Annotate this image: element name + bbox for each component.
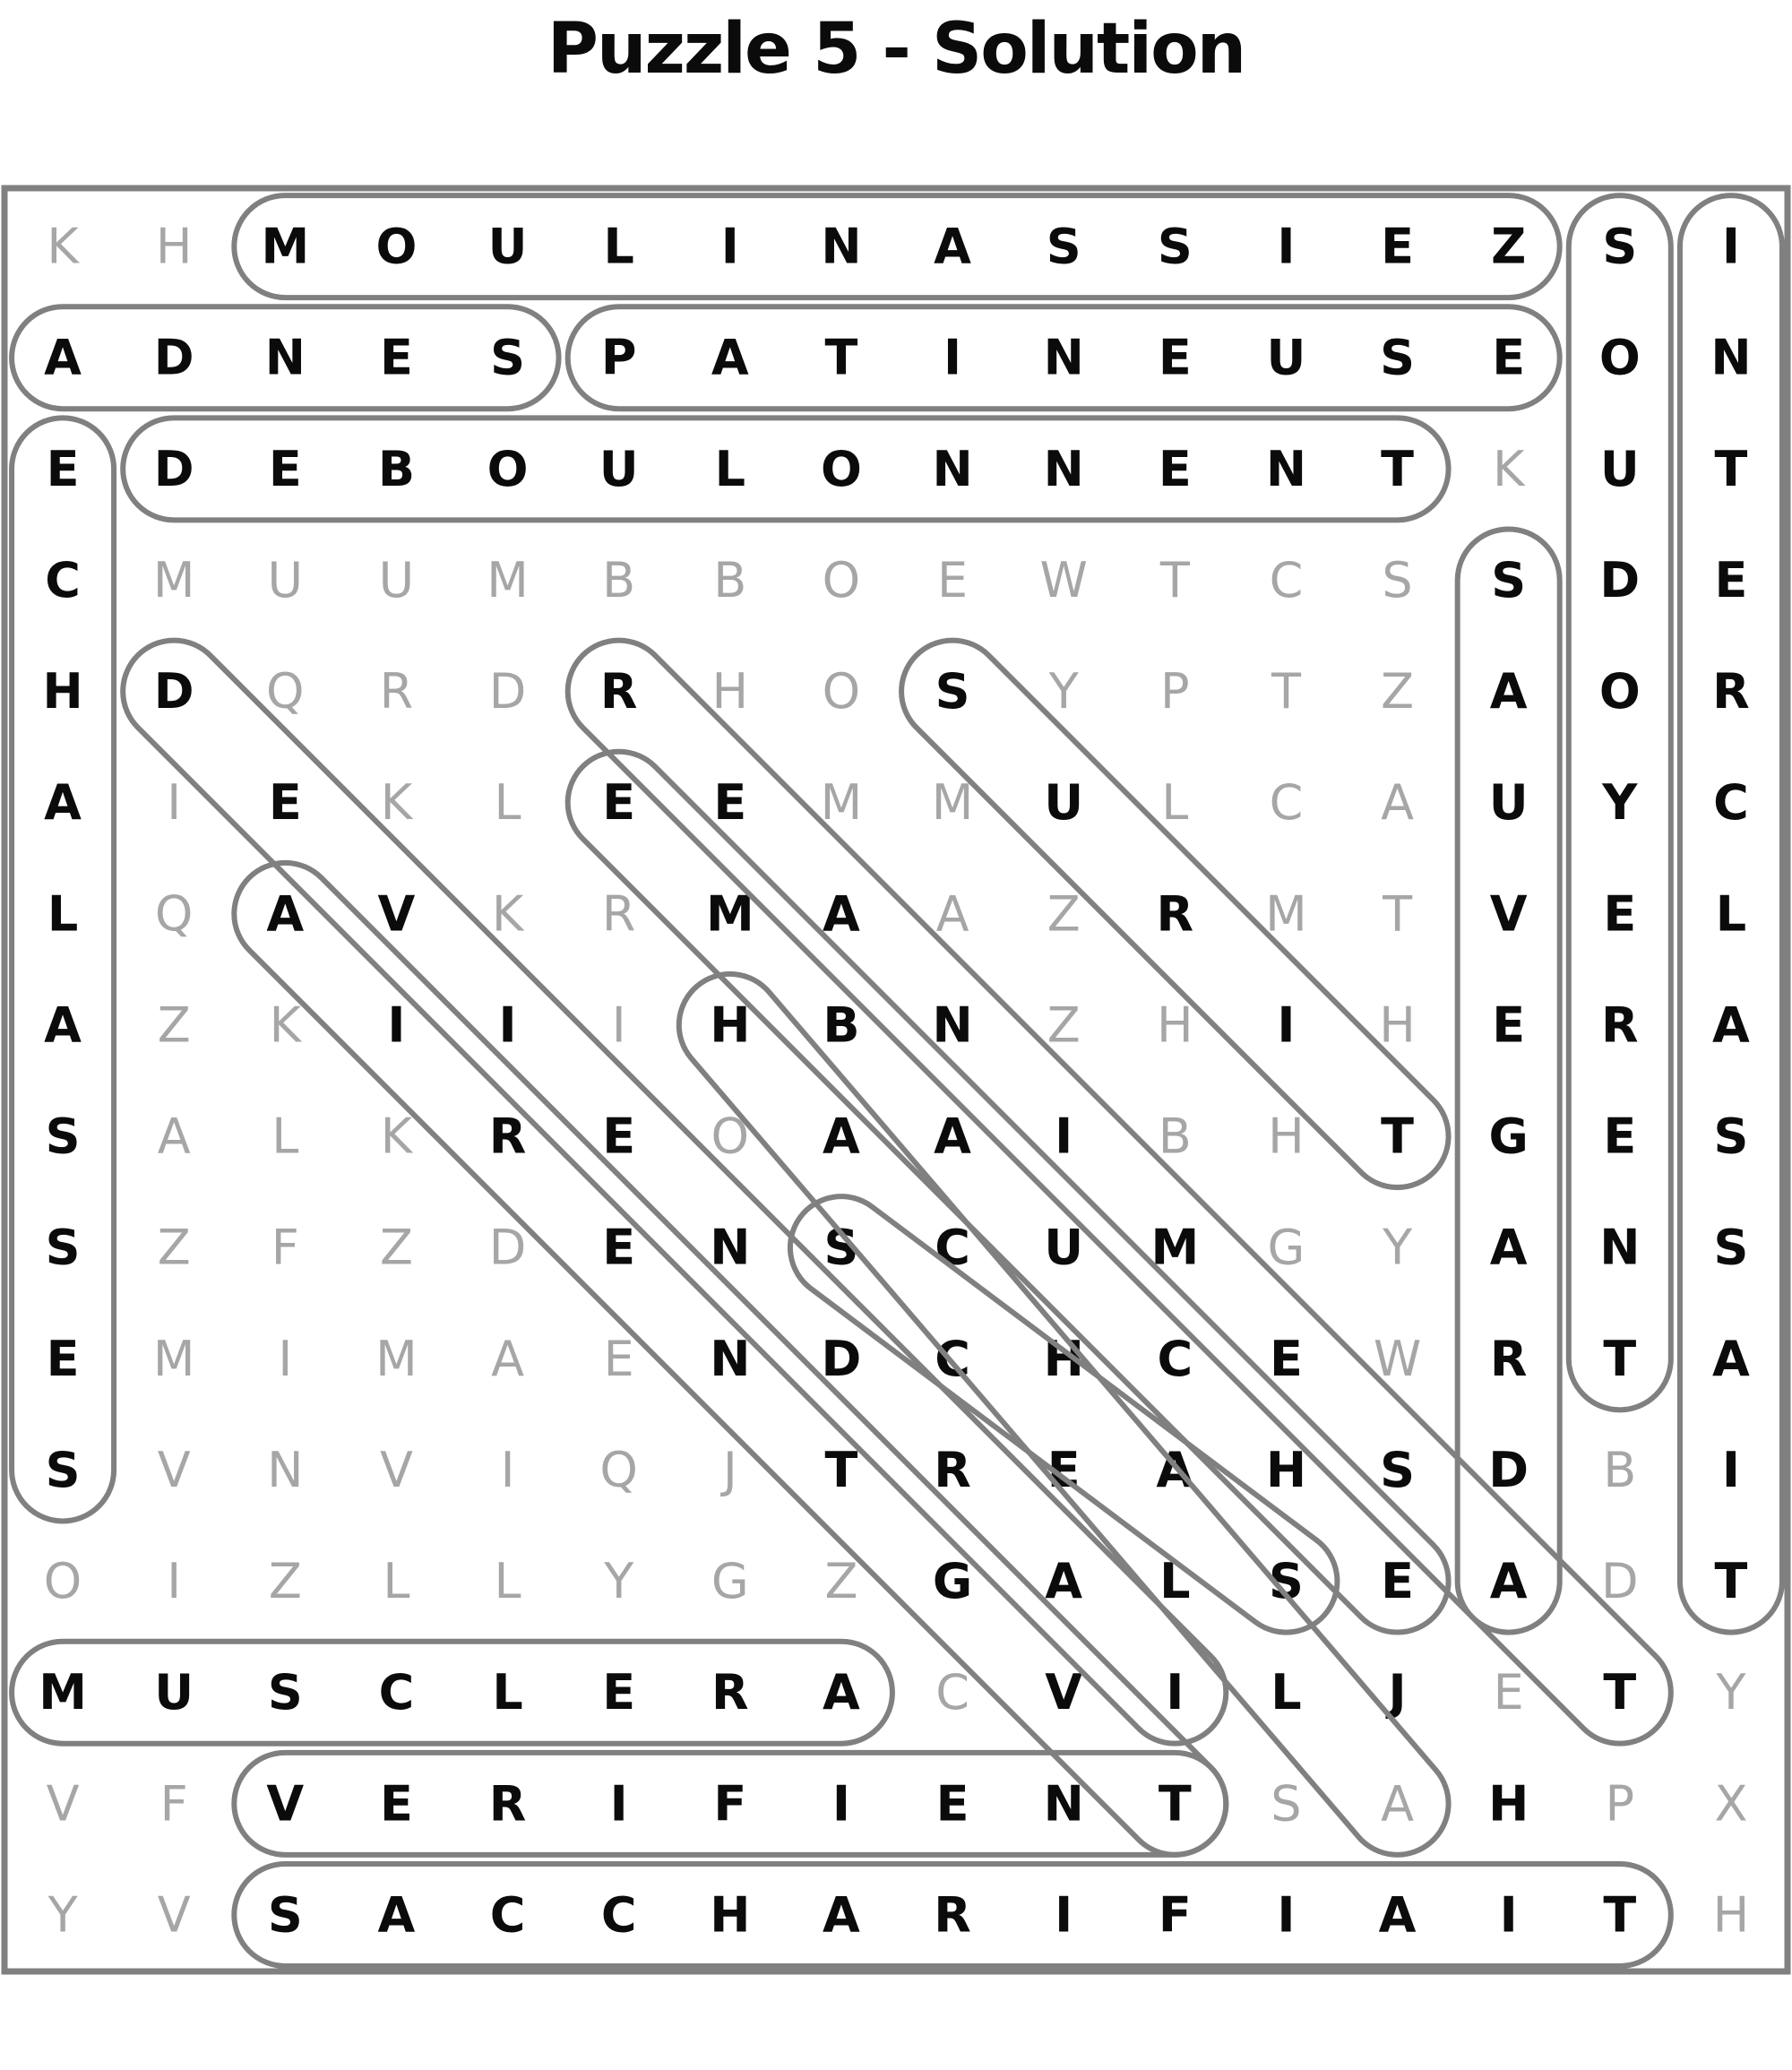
grid-letter: S — [1602, 218, 1638, 275]
grid-letter: R — [1601, 996, 1639, 1054]
grid-letter: U — [1266, 329, 1306, 386]
grid-letter: B — [1603, 1441, 1637, 1498]
grid-letter: R — [1156, 885, 1194, 943]
grid-letter: R — [601, 885, 636, 943]
grid-letter: T — [1383, 885, 1413, 943]
grid-letter: N — [1599, 1219, 1641, 1276]
grid-letter: R — [934, 1441, 971, 1498]
grid-letter: E — [602, 774, 636, 832]
grid-letter: C — [935, 1664, 969, 1721]
grid-letter: H — [155, 218, 193, 275]
grid-letter: Y — [604, 1553, 634, 1610]
grid-letter: S — [45, 1108, 81, 1165]
grid-letter: N — [710, 1330, 751, 1387]
grid-letter: S — [1268, 1553, 1304, 1610]
grid-letter: T — [1271, 663, 1301, 720]
grid-letter: I — [609, 1775, 628, 1833]
grid-letter: M — [1150, 1219, 1200, 1276]
grid-letter: L — [383, 1553, 410, 1610]
grid-letter: M — [705, 885, 754, 943]
grid-letter: A — [1489, 1219, 1528, 1276]
grid-letter: N — [264, 329, 306, 386]
grid-letter: R — [934, 1886, 971, 1944]
grid-letter: O — [820, 440, 862, 497]
grid-letter: H — [1379, 996, 1416, 1054]
grid-letter: B — [1158, 1108, 1192, 1165]
grid-letter: O — [822, 663, 861, 720]
grid-letter: I — [611, 996, 626, 1054]
grid-letter: H — [1157, 996, 1193, 1054]
grid-letter: A — [934, 1108, 971, 1165]
grid-letter: K — [380, 774, 413, 832]
grid-letter: Y — [1383, 1219, 1413, 1276]
grid-letter: V — [1489, 885, 1528, 943]
grid-letter: T — [1714, 1553, 1748, 1610]
grid-letter: E — [268, 774, 302, 832]
grid-letter: C — [1269, 774, 1304, 832]
grid-letter: Z — [1491, 218, 1527, 275]
grid-letter: A — [1378, 1886, 1417, 1944]
letter-grid — [39, 219, 1751, 1944]
grid-letter: Y — [1048, 663, 1079, 720]
grid-letter: W — [1039, 551, 1088, 608]
grid-letter: A — [823, 1886, 860, 1944]
grid-letter: T — [1381, 1108, 1414, 1165]
grid-letter: M — [261, 218, 310, 275]
grid-letter: C — [935, 1219, 970, 1276]
grid-letter: D — [153, 329, 194, 386]
grid-letter: I — [1166, 1664, 1185, 1721]
grid-letter: C — [935, 1330, 970, 1387]
grid-letter: E — [602, 1664, 636, 1721]
grid-letter: K — [47, 218, 79, 275]
grid-letter: A — [823, 885, 860, 943]
grid-letter: E — [1714, 551, 1748, 608]
grid-letter: Z — [268, 1553, 302, 1610]
grid-letter: I — [278, 1330, 293, 1387]
grid-letter: E — [1269, 1330, 1303, 1387]
grid-letter: I — [1721, 218, 1740, 275]
grid-letter: K — [491, 885, 524, 943]
grid-letter: I — [1055, 1886, 1073, 1944]
grid-letter: I — [387, 996, 406, 1054]
grid-letter: V — [377, 885, 416, 943]
grid-letter: T — [824, 329, 858, 386]
grid-letter: M — [375, 1330, 418, 1387]
grid-letter: A — [377, 1886, 416, 1944]
grid-letter: I — [167, 774, 182, 832]
grid-letter: S — [1382, 551, 1413, 608]
grid-letter: U — [267, 551, 304, 608]
grid-letter: F — [271, 1219, 299, 1276]
grid-letter: Y — [1716, 1664, 1746, 1721]
grid-letter: S — [1380, 1441, 1416, 1498]
grid-letter: I — [1277, 218, 1296, 275]
grid-letter: G — [932, 1553, 973, 1610]
grid-letter: N — [1043, 440, 1084, 497]
grid-letter: L — [714, 440, 746, 497]
grid-letter: I — [1499, 1886, 1518, 1944]
grid-letter: N — [1265, 440, 1307, 497]
grid-letter: R — [1489, 1330, 1528, 1387]
grid-letter: C — [489, 1886, 526, 1944]
grid-letter: M — [1265, 885, 1307, 943]
grid-letter: R — [488, 1108, 527, 1165]
grid-letter: M — [152, 551, 195, 608]
grid-letter: E — [1381, 1553, 1415, 1610]
grid-letter: W — [1373, 1330, 1422, 1387]
grid-letter: F — [1158, 1886, 1192, 1944]
grid-letter: D — [488, 663, 527, 720]
grid-letter: T — [1158, 1775, 1192, 1833]
grid-letter: M — [152, 1330, 195, 1387]
grid-letter: E — [1603, 1108, 1637, 1165]
grid-letter: E — [603, 1330, 634, 1387]
grid-letter: B — [713, 551, 747, 608]
grid-letter: E — [937, 551, 969, 608]
grid-letter: E — [1158, 440, 1192, 497]
grid-letter: N — [932, 440, 973, 497]
grid-letter: A — [823, 1664, 860, 1721]
grid-letter: R — [488, 1775, 527, 1833]
grid-letter: M — [931, 774, 974, 832]
grid-letter: Q — [599, 1441, 638, 1498]
grid-letter: T — [1381, 440, 1414, 497]
page-title: Puzzle 5 - Solution — [547, 9, 1245, 90]
grid-letter: O — [1598, 329, 1641, 386]
grid-letter: A — [1381, 774, 1415, 832]
grid-letter: U — [1044, 1219, 1084, 1276]
grid-letter: H — [1488, 1775, 1529, 1833]
grid-letter: H — [711, 663, 749, 720]
grid-letter: A — [935, 885, 969, 943]
grid-letter: J — [722, 1441, 737, 1498]
grid-letter: H — [710, 996, 751, 1054]
grid-letter: F — [713, 1775, 747, 1833]
grid-letter: Z — [157, 996, 191, 1054]
grid-letter: N — [1043, 329, 1084, 386]
grid-letter: B — [377, 440, 416, 497]
grid-letter: A — [1489, 1553, 1528, 1610]
grid-letter: G — [711, 1553, 749, 1610]
grid-letter: S — [490, 329, 526, 386]
grid-letter: A — [1381, 1775, 1415, 1833]
grid-letter: C — [45, 551, 81, 608]
grid-letter: S — [823, 1219, 859, 1276]
grid-letter: U — [599, 440, 639, 497]
grid-letter: Q — [266, 663, 305, 720]
grid-letter: V — [1045, 1664, 1083, 1721]
grid-letter: O — [1598, 663, 1641, 720]
grid-letter: N — [710, 1219, 751, 1276]
grid-letter: L — [494, 774, 521, 832]
grid-letter: Z — [1381, 663, 1415, 720]
grid-letter: T — [1603, 1886, 1637, 1944]
grid-letter: L — [603, 218, 634, 275]
grid-letter: S — [1157, 218, 1193, 275]
grid-letter: U — [1599, 440, 1640, 497]
grid-letter: G — [1267, 1219, 1305, 1276]
grid-letter: Z — [1047, 885, 1081, 943]
grid-letter: L — [494, 1553, 521, 1610]
grid-letter: E — [1492, 329, 1526, 386]
grid-letter: E — [46, 1330, 80, 1387]
grid-letter: V — [266, 1775, 305, 1833]
grid-letter: R — [379, 663, 414, 720]
grid-letter: A — [1712, 1330, 1750, 1387]
grid-letter: E — [1603, 885, 1637, 943]
grid-letter: T — [1603, 1664, 1637, 1721]
grid-letter: C — [1157, 1330, 1193, 1387]
grid-letter: A — [157, 1108, 191, 1165]
grid-letter: D — [1488, 1441, 1529, 1498]
grid-letter: P — [1605, 1775, 1635, 1833]
grid-letter: E — [1047, 1441, 1081, 1498]
grid-letter: M — [39, 1664, 87, 1721]
grid-letter: I — [167, 1553, 182, 1610]
word-outline — [12, 1642, 892, 1744]
grid-letter: L — [1715, 885, 1747, 943]
grid-letter: E — [1381, 218, 1415, 275]
word-outline — [123, 418, 1448, 520]
grid-letter: V — [157, 1441, 191, 1498]
grid-letter: Y — [47, 1886, 78, 1944]
grid-letter: B — [602, 551, 636, 608]
grid-letter: E — [713, 774, 747, 832]
grid-letter: L — [47, 885, 79, 943]
grid-letter: S — [1271, 1775, 1302, 1833]
grid-letter: N — [1043, 1775, 1084, 1833]
grid-letter: R — [1712, 663, 1750, 720]
grid-letter: I — [1277, 996, 1296, 1054]
grid-letter: V — [157, 1886, 191, 1944]
grid-letter: X — [1714, 1775, 1748, 1833]
grid-letter: H — [1712, 1886, 1750, 1944]
grid-letter: C — [1713, 774, 1749, 832]
grid-letter: S — [1380, 329, 1416, 386]
grid-letter: N — [932, 996, 973, 1054]
grid-letter: T — [1603, 1330, 1637, 1387]
grid-letter: D — [153, 440, 194, 497]
grid-letter: E — [379, 1775, 413, 1833]
grid-letter: C — [1269, 551, 1304, 608]
grid-letter: E — [268, 440, 302, 497]
grid-letter: S — [45, 1219, 81, 1276]
grid-letter: C — [378, 1664, 415, 1721]
grid-letter: D — [488, 1219, 527, 1276]
grid-letter: Y — [1602, 774, 1638, 832]
grid-letter: A — [44, 774, 82, 832]
grid-letter: G — [1488, 1108, 1529, 1165]
grid-letter: I — [500, 1441, 515, 1498]
grid-letter: Z — [379, 1219, 413, 1276]
grid-letter: K — [380, 1108, 413, 1165]
grid-letter: I — [1277, 1886, 1296, 1944]
grid-letter: I — [498, 996, 517, 1054]
grid-letter: R — [711, 1664, 749, 1721]
grid-letter: O — [487, 440, 529, 497]
grid-letter: U — [1488, 774, 1529, 832]
grid-letter: A — [1156, 1441, 1194, 1498]
grid-letter: B — [823, 996, 860, 1054]
grid-letter: N — [1710, 329, 1752, 386]
grid-letter: A — [1712, 996, 1750, 1054]
grid-letter: N — [267, 1441, 304, 1498]
grid-letter: U — [1044, 774, 1084, 832]
grid-letter: E — [935, 1775, 969, 1833]
grid-letter: K — [1492, 440, 1525, 497]
grid-letter: I — [943, 329, 962, 386]
grid-letter: E — [1492, 996, 1526, 1054]
grid-letter: D — [821, 1330, 862, 1387]
grid-letter: A — [934, 218, 971, 275]
grid-letter: L — [1159, 1553, 1191, 1610]
grid-letter: Z — [1047, 996, 1081, 1054]
grid-letter: U — [487, 218, 528, 275]
grid-letter: S — [45, 1441, 81, 1498]
grid-letter: F — [159, 1775, 188, 1833]
grid-letter: V — [379, 1441, 413, 1498]
grid-letter: T — [824, 1441, 858, 1498]
grid-letter: L — [492, 1664, 523, 1721]
grid-letter: P — [1160, 663, 1190, 720]
grid-letter: L — [1271, 1664, 1302, 1721]
grid-letter: H — [1043, 1330, 1084, 1387]
word-outline — [547, 730, 1469, 1653]
word-outline — [234, 195, 1559, 298]
grid-letter: E — [1493, 1664, 1524, 1721]
word-outline — [658, 953, 1469, 1876]
grid-letter: E — [379, 329, 413, 386]
grid-letter: O — [375, 218, 418, 275]
grid-letter: O — [711, 1108, 750, 1165]
grid-letter: M — [820, 774, 863, 832]
grid-letter: E — [602, 1108, 636, 1165]
grid-letter: S — [1713, 1219, 1749, 1276]
grid-letter: S — [1046, 218, 1081, 275]
grid-letter: E — [46, 440, 80, 497]
grid-letter: I — [831, 1775, 850, 1833]
grid-letter: A — [44, 329, 82, 386]
grid-letter: U — [154, 1664, 194, 1721]
grid-letter: A — [266, 885, 305, 943]
grid-letter: H — [1265, 1441, 1307, 1498]
grid-letter: S — [1491, 551, 1527, 608]
grid-letter: C — [600, 1886, 637, 1944]
grid-letter: A — [491, 1330, 525, 1387]
grid-letter: E — [602, 1219, 636, 1276]
grid-letter: P — [600, 329, 637, 386]
grid-letter: S — [1713, 1108, 1749, 1165]
grid-letter: L — [271, 1108, 299, 1165]
grid-letter: S — [267, 1886, 303, 1944]
grid-letter: A — [1045, 1553, 1083, 1610]
grid-letter: T — [1159, 551, 1190, 608]
grid-letter: M — [487, 551, 529, 608]
grid-letter: L — [1161, 774, 1189, 832]
grid-letter: A — [823, 1108, 860, 1165]
grid-letter: S — [267, 1664, 303, 1721]
grid-letter: T — [1714, 440, 1748, 497]
grid-letter: E — [1158, 329, 1192, 386]
grid-letter: R — [599, 663, 638, 720]
grid-letter: D — [1599, 551, 1641, 608]
grid-letter: O — [43, 1553, 82, 1610]
grid-letter: Q — [154, 885, 194, 943]
grid-letter: H — [1268, 1108, 1305, 1165]
grid-letter: A — [1489, 663, 1528, 720]
grid-letter: Z — [824, 1553, 858, 1610]
grid-letter: V — [46, 1775, 80, 1833]
grid-letter: I — [1055, 1108, 1073, 1165]
grid-letter: Z — [157, 1219, 191, 1276]
grid-letter: D — [1601, 1553, 1639, 1610]
grid-letter: I — [720, 218, 739, 275]
grid-letter: U — [378, 551, 415, 608]
grid-letter: I — [1721, 1441, 1740, 1498]
grid-letter: K — [269, 996, 302, 1054]
grid-letter: O — [822, 551, 861, 608]
grid-letter: A — [711, 329, 749, 386]
grid-letter: N — [821, 218, 862, 275]
grid-letter: A — [44, 996, 82, 1054]
grid-letter: H — [710, 1886, 751, 1944]
grid-letter: J — [1388, 1664, 1407, 1721]
grid-letter: D — [153, 663, 194, 720]
grid-letter: S — [935, 663, 970, 720]
grid-letter: H — [42, 663, 83, 720]
